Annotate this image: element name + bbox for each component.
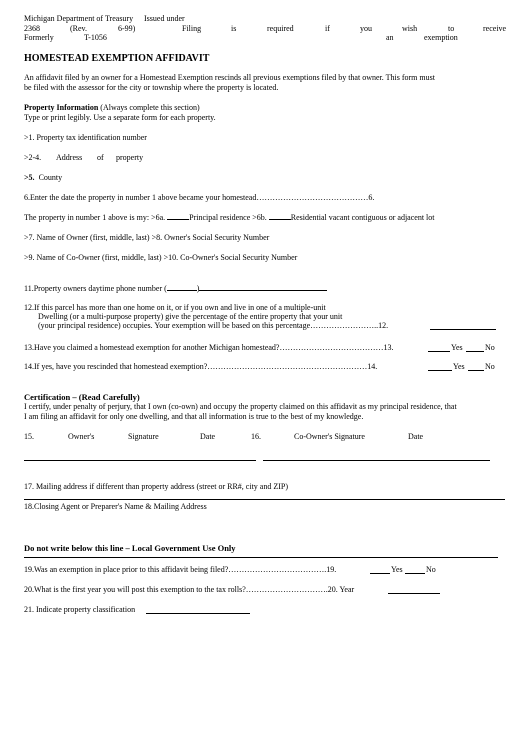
certification-text: I am filing an affidavit for only one dwelling, and that all information is true to the best of my knowledge. xyxy=(24,412,364,421)
field-19-yes: Yes xyxy=(391,565,403,574)
field-13-label: 13.Have you claimed a homestead exemption for another Michigan homestead?…………………………………13. xyxy=(24,343,394,352)
filing-word: if xyxy=(325,24,330,33)
phone-area-code-blank[interactable] xyxy=(167,283,197,291)
filing-word: Filing xyxy=(182,24,202,33)
filing-word: is xyxy=(231,24,237,33)
coowner-date-label: Date xyxy=(408,432,424,441)
field-12-label: (your principal residence) occupies. Your exemption will be based on this percentage……………………..12. xyxy=(38,321,389,330)
field-1-label: >1. Property tax identification number xyxy=(24,133,147,142)
coowner-signature-line[interactable] xyxy=(263,460,490,461)
field-2-word: property xyxy=(116,153,144,162)
field-18-label: 18.Closing Agent or Preparer's Name & Mailing Address xyxy=(24,502,207,511)
local-use-divider xyxy=(24,557,498,558)
old-form-number: T-1056 xyxy=(84,33,107,42)
owner-signature-label: Owner's xyxy=(68,432,95,441)
field-17-label: 17. Mailing address if different than property address (street or RR#, city and ZIP) xyxy=(24,482,289,491)
field-19-label: 19.Was an exemption in place prior to this affidavit being filed?……………………………….19. xyxy=(24,565,337,574)
field-6a-lead: The property in number 1 above is my: >6a. xyxy=(24,213,168,222)
filing-word: wish xyxy=(402,24,418,33)
revision-date: 6-99) xyxy=(118,24,136,33)
phone-number-blank[interactable] xyxy=(196,283,327,293)
field-16-number: 16. xyxy=(251,432,261,441)
field-20-year-blank[interactable] xyxy=(388,593,440,594)
field-11-label: 11.Property owners daytime phone number ( xyxy=(24,284,167,293)
field-6b-label: Residential vacant contiguous or adjacent lot xyxy=(290,213,435,222)
field-13-yes-blank[interactable] xyxy=(428,351,450,352)
field-19-no: No xyxy=(426,565,436,574)
form-number: 2368 xyxy=(24,24,40,33)
department-name: Michigan Department of Treasury xyxy=(24,14,134,23)
filing-word: an xyxy=(386,33,394,42)
owner-date-label: Date xyxy=(200,432,216,441)
field-11-close: ) xyxy=(196,284,200,293)
field-14-yes-blank[interactable] xyxy=(428,370,452,371)
field-20-label: 20.What is the first year you will post this exemption to the tax rolls?………………………….20. Year xyxy=(24,585,355,594)
field-12-label: Dwelling (or a multi-purpose property) give the percentage of the entire property that your unit xyxy=(38,312,343,321)
formerly-label: Formerly xyxy=(24,33,54,42)
field-13-no: No xyxy=(485,343,495,352)
filing-word: required xyxy=(267,24,294,33)
coowner-signature-label: Co-Owner's Signature xyxy=(294,432,365,441)
field-6a-blank[interactable] xyxy=(167,212,189,220)
filing-word: exemption xyxy=(424,33,458,42)
field-14-label: 14.If yes, have you rescinded that homestead exemption?……………………………………………………14. xyxy=(24,362,378,371)
field-13-yes: Yes xyxy=(451,343,463,352)
filing-word: receive xyxy=(483,24,507,33)
field-21-label: 21. Indicate property classification xyxy=(24,605,136,614)
field-14-no: No xyxy=(485,362,495,371)
property-info-instruction: Type or print legibly. Use a separate form for each property. xyxy=(24,113,216,122)
field-14-yes: Yes xyxy=(453,362,465,371)
field-5-text: County xyxy=(38,173,63,182)
field-15-number: 15. xyxy=(24,432,34,441)
field-21-blank[interactable] xyxy=(146,613,250,614)
field-11-row xyxy=(24,283,327,294)
field-6b-blank[interactable] xyxy=(269,212,291,220)
field-12-label: 12.If this parcel has more than one home on it, or if you own and live in one of a multiple-unit xyxy=(24,303,326,312)
field-6a-label: Principal residence xyxy=(189,213,251,222)
property-info-title: Property Information xyxy=(24,103,99,112)
revision-label: (Rev. xyxy=(70,24,88,33)
field-6a-6b-row xyxy=(24,212,435,223)
property-info-note: (Always complete this section) xyxy=(98,103,200,112)
field-9-10-label: >9. Name of Co-Owner (first, middle, last) >10. Co-Owner's Social Security Number xyxy=(24,253,298,262)
certification-text: I certify, under penalty of perjury, that I own (co-own) and occupy the property claimed on this affidavit as my principal residence, that xyxy=(24,402,457,411)
owner-signature-label: Signature xyxy=(128,432,159,441)
owner-signature-line[interactable] xyxy=(24,460,256,461)
issued-under: Issued under xyxy=(144,14,185,23)
certification-heading: Certification – (Read Carefully) xyxy=(24,392,140,402)
intro-text: An affidavit filed by an owner for a Homestead Exemption rescinds all previous exemptions filed by that owner. This form must xyxy=(24,73,435,82)
field-13-no-blank[interactable] xyxy=(466,351,484,352)
field-5-label xyxy=(24,173,62,183)
field-2-number: >2-4. xyxy=(24,153,42,162)
field-17-line[interactable] xyxy=(24,499,505,500)
field-14-no-blank[interactable] xyxy=(468,370,484,371)
field-2-word: of xyxy=(97,153,104,162)
field-6b-lead: >6b. xyxy=(250,213,269,222)
field-7-8-label: >7. Name of Owner (first, middle, last) >8. Owner's Social Security Number xyxy=(24,233,270,242)
filing-word: to xyxy=(448,24,455,33)
field-2-word: Address xyxy=(56,153,83,162)
filing-word: you xyxy=(360,24,372,33)
local-use-heading: Do not write below this line – Local Government Use Only xyxy=(24,543,236,553)
property-info-heading xyxy=(24,103,200,113)
field-5-number: >5. xyxy=(24,173,35,182)
field-6-label: 6.Enter the date the property in number 1 above became your homestead……………………………………6. xyxy=(24,193,375,202)
field-19-yes-blank[interactable] xyxy=(370,573,390,574)
page-title: HOMESTEAD EXEMPTION AFFIDAVIT xyxy=(24,53,210,64)
field-12-blank[interactable] xyxy=(430,329,496,330)
field-19-no-blank[interactable] xyxy=(405,573,425,574)
intro-text: be filed with the assessor for the city or township where the property is located. xyxy=(24,83,279,92)
